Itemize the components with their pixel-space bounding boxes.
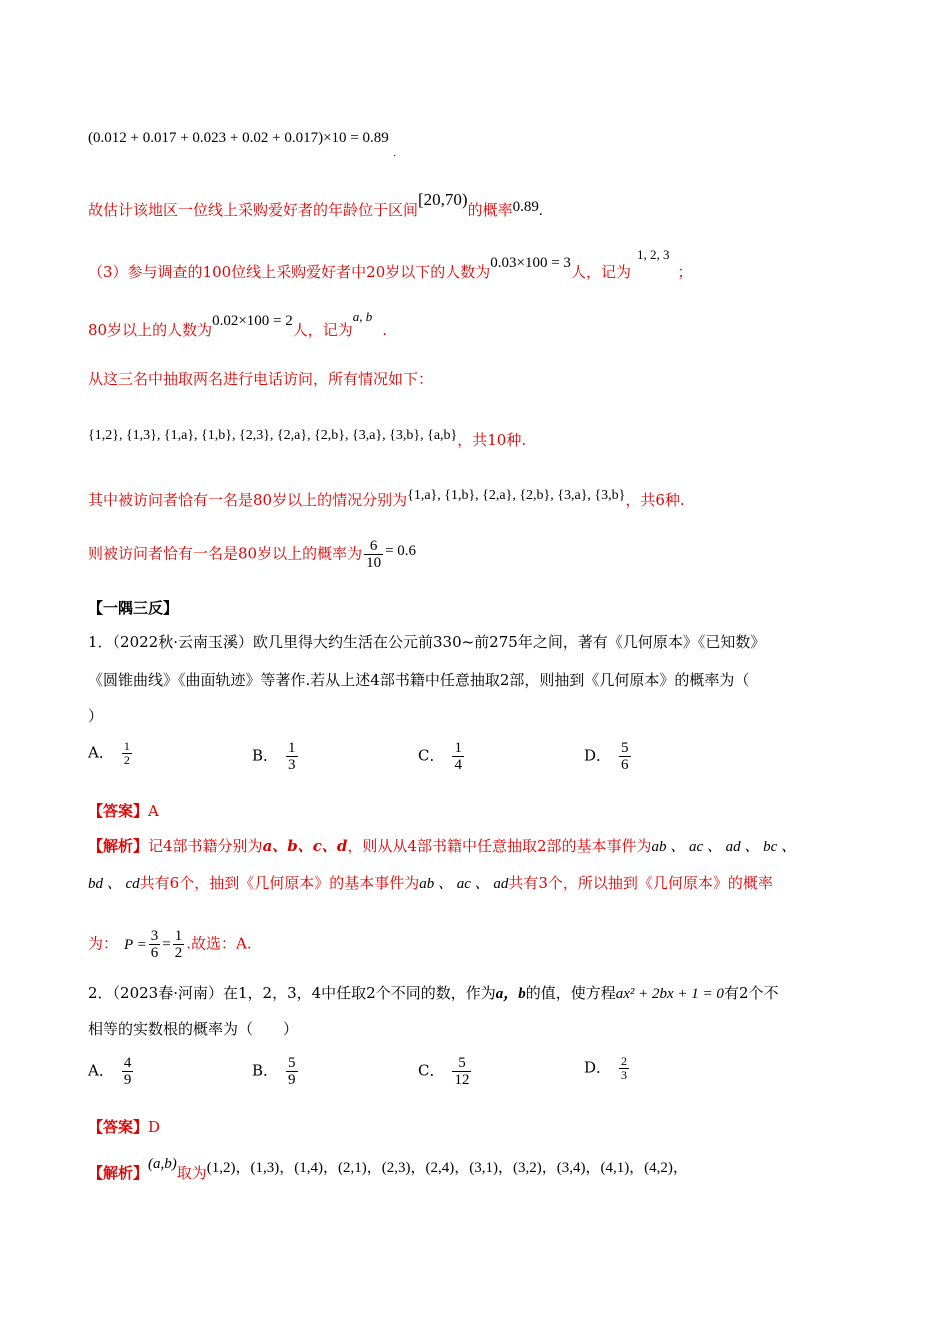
q1-option-c bbox=[418, 740, 466, 773]
option-label: A． bbox=[88, 743, 114, 762]
all-cases-count: ，共10种. bbox=[457, 431, 527, 449]
q2-option-c bbox=[418, 1055, 473, 1088]
exact-one-count: ，共6种. bbox=[625, 491, 685, 509]
analysis-tag: 【解析】 bbox=[88, 1164, 149, 1182]
exact-one-text: 其中被访问者恰有一名是80岁以上的情况分别为 bbox=[88, 491, 408, 509]
analysis-text: 记4部书籍分别为 bbox=[148, 837, 263, 855]
q1-option-b bbox=[252, 740, 300, 773]
part3-text: （3）参与调查的100位线上采购爱好者中20岁以下的人数为 bbox=[88, 263, 491, 281]
option-label: D． bbox=[584, 1058, 612, 1077]
q1-line3: ） bbox=[88, 707, 104, 725]
analysis-events: ab 、 ac 、 ad 、 bc 、 bbox=[651, 839, 797, 855]
all-cases-sets: {1,2}, {1,3}, {1,a}, {1,b}, {2,3}, {2,a}, {2,b}, {3,a}, {3,b}, {a,b} bbox=[88, 428, 458, 443]
p-eq: = bbox=[162, 936, 171, 953]
q2-equation: ax² + 2bx + 1 = 0 bbox=[615, 986, 724, 1002]
analysis-events: ab 、 ac 、 ad bbox=[419, 876, 509, 892]
under20-formula: 0.03×100 = 3 bbox=[490, 255, 571, 271]
q2-vars: a，b bbox=[495, 986, 526, 1002]
prob-num: 6 bbox=[364, 538, 383, 555]
prob-line bbox=[88, 538, 416, 571]
answer-value: A bbox=[148, 802, 159, 820]
estimate-text-2: 的概率 bbox=[467, 201, 513, 219]
analysis-text: ，则从从4部书籍中任意抽取2部的基本事件为 bbox=[347, 837, 652, 855]
prob-text: 则被访问者恰有一名是80岁以上的概率为 bbox=[88, 544, 363, 563]
p-label: P = bbox=[124, 936, 147, 953]
estimate-text: 故估计该地区一位线上采购爱好者的年龄位于区间 bbox=[88, 201, 419, 219]
part3-text-2: 人，记为 bbox=[570, 263, 631, 281]
answer-tag: 【答案】 bbox=[88, 1118, 149, 1136]
part3-end: ； bbox=[677, 263, 693, 281]
q2-text: 的值，使方程 bbox=[525, 984, 616, 1002]
option-fraction: $\frac{1}{3}$ bbox=[288, 740, 296, 773]
over80-formula: 0.02×100 = 2 bbox=[212, 313, 293, 329]
estimate-end: . bbox=[538, 203, 543, 219]
q2-option-a bbox=[88, 1055, 135, 1088]
option-fraction: $\frac{1}{2}$ bbox=[123, 739, 130, 767]
option-label: C． bbox=[418, 1061, 445, 1080]
under20-labels: 1, 2, 3 bbox=[636, 247, 670, 262]
over80-line bbox=[88, 309, 388, 341]
prob-result: = 0.6 bbox=[385, 542, 417, 559]
prob-fraction bbox=[364, 538, 383, 571]
q2-option-b bbox=[252, 1055, 300, 1088]
q1-analysis-line2 bbox=[88, 873, 773, 894]
analysis-vars: a、b、c、d bbox=[262, 837, 348, 855]
estimate-line bbox=[88, 190, 543, 221]
q1-analysis-line3 bbox=[88, 928, 252, 961]
sum-formula: (0.012 + 0.017 + 0.023 + 0.02 + 0.017)×10 = 0.89 bbox=[88, 130, 389, 146]
answer-tag: 【答案】 bbox=[88, 802, 149, 820]
draw-line: 从这三名中抽取两名进行电话访问，所有情况如下： bbox=[88, 370, 434, 388]
exact-one-sets: {1,a}, {1,b}, {2,a}, {2,b}, {3,a}, {3,b} bbox=[407, 488, 626, 503]
option-fraction: $\frac{2}{3}$ bbox=[621, 1054, 628, 1082]
analysis-text: 取为 bbox=[176, 1164, 207, 1182]
analysis-text: 为： bbox=[88, 934, 119, 953]
option-fraction: $\frac{1}{4}$ bbox=[454, 740, 462, 773]
p-fraction-1: $\frac{3}{6}$ bbox=[150, 928, 159, 961]
q2-line1 bbox=[88, 983, 778, 1004]
q2-text: 2．（2023春·河南）在1，2，3，4中任取2个不同的数，作为 bbox=[88, 984, 496, 1002]
q2-line2: 相等的实数根的概率为（ ） bbox=[88, 1020, 299, 1038]
q1-analysis-line1 bbox=[88, 836, 796, 857]
interval: [20,70) bbox=[418, 190, 468, 209]
prob-den: 10 bbox=[366, 555, 382, 571]
q1-answer bbox=[88, 801, 159, 821]
sum-formula-line bbox=[88, 127, 397, 159]
over80-end: . bbox=[382, 321, 388, 339]
section-title: 【一隅三反】 bbox=[88, 599, 179, 617]
option-fraction: $\frac{5}{9}$ bbox=[288, 1055, 296, 1088]
formula-dot: . bbox=[393, 148, 397, 159]
analysis-text: 共有3个，所以抽到《几何原本》的概率 bbox=[508, 874, 773, 892]
over80-text-2: 人，记为 bbox=[292, 321, 353, 339]
option-fraction: $\frac{5}{12}$ bbox=[454, 1055, 470, 1088]
q1-option-d bbox=[584, 740, 633, 773]
analysis-text: 共有6个，抽到《几何原本》的基本事件为 bbox=[139, 874, 420, 892]
analysis-tag: 【解析】 bbox=[88, 837, 149, 855]
option-fraction: $\frac{4}{9}$ bbox=[123, 1055, 132, 1088]
all-cases-line bbox=[88, 430, 526, 452]
option-label: B． bbox=[252, 1061, 279, 1080]
q2-analysis bbox=[88, 1156, 688, 1184]
option-label: D． bbox=[584, 746, 612, 765]
q1-line2: 《圆锥曲线》《曲面轨迹》等著作.若从上述4部书籍中任意抽取2部，则抽到《几何原本》的概率为（ bbox=[88, 671, 750, 689]
q1-option-a bbox=[88, 740, 134, 767]
pair-label: (a,b) bbox=[148, 1156, 177, 1172]
analysis-text: .故选：A. bbox=[186, 934, 252, 953]
answer-value: D bbox=[148, 1118, 161, 1136]
option-label: C． bbox=[418, 746, 445, 765]
q2-text: 有2个不 bbox=[723, 984, 779, 1002]
part3-line bbox=[88, 247, 693, 283]
q2-option-d bbox=[584, 1055, 631, 1082]
option-label: A． bbox=[88, 1061, 114, 1080]
exact-one-line bbox=[88, 490, 685, 512]
over80-labels: a, b bbox=[352, 309, 373, 324]
pair-list: (1,2)，(1,3)，(1,4)，(2,1)，(2,3)，(2,4)，(3,1)，(3,2)，(3,4)，(4,1)，(4,2)， bbox=[206, 1160, 688, 1176]
q2-answer bbox=[88, 1117, 160, 1137]
estimate-value: 0.89 bbox=[512, 199, 539, 215]
analysis-events: bd 、 cd bbox=[88, 876, 140, 892]
option-fraction: $\frac{5}{6}$ bbox=[621, 740, 629, 773]
over80-text: 80岁以上的人数为 bbox=[88, 321, 213, 339]
p-fraction-2: $\frac{1}{2}$ bbox=[174, 928, 183, 961]
option-label: B． bbox=[252, 746, 279, 765]
q1-line1: 1．（2022秋·云南玉溪）欧几里得大约生活在公元前330~前275年之间，著有《几何原本》《已知数》 bbox=[88, 633, 766, 651]
